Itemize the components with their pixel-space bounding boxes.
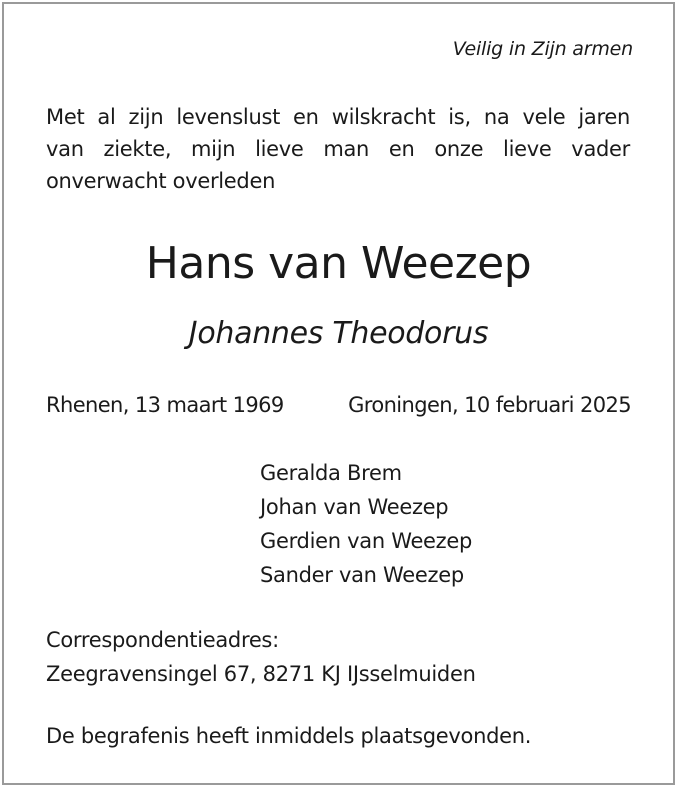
family-member: Johan van Weezep bbox=[260, 495, 449, 519]
motto: Veilig in Zijn armen bbox=[452, 38, 633, 60]
family-member: Geralda Brem bbox=[260, 461, 402, 485]
deceased-name: Hans van Weezep bbox=[145, 238, 532, 289]
intro-line-2: van ziekte, mijn lieve man en onze lieve vader bbox=[46, 137, 630, 161]
correspondence-label: Correspondentieadres: bbox=[46, 628, 279, 652]
correspondence-address: Zeegravensingel 67, 8271 KJ IJsselmuiden bbox=[46, 662, 476, 686]
funeral-note: De begrafenis heeft inmiddels plaatsgevonden. bbox=[46, 724, 532, 748]
intro-line-1: Met al zijn levenslust en wilskracht is, na vele jaren bbox=[46, 105, 630, 129]
family-member: Gerdien van Weezep bbox=[260, 529, 473, 553]
family-member: Sander van Weezep bbox=[260, 563, 464, 587]
birth-place-date: Rhenen, 13 maart 1969 bbox=[46, 393, 284, 417]
family-list bbox=[260, 456, 472, 592]
intro-text bbox=[46, 101, 630, 197]
deceased-given-names: Johannes Theodorus bbox=[188, 316, 489, 351]
correspondence-address-block bbox=[46, 623, 476, 691]
intro-line-3: onverwacht overleden bbox=[46, 169, 276, 193]
death-place-date: Groningen, 10 februari 2025 bbox=[348, 393, 631, 417]
